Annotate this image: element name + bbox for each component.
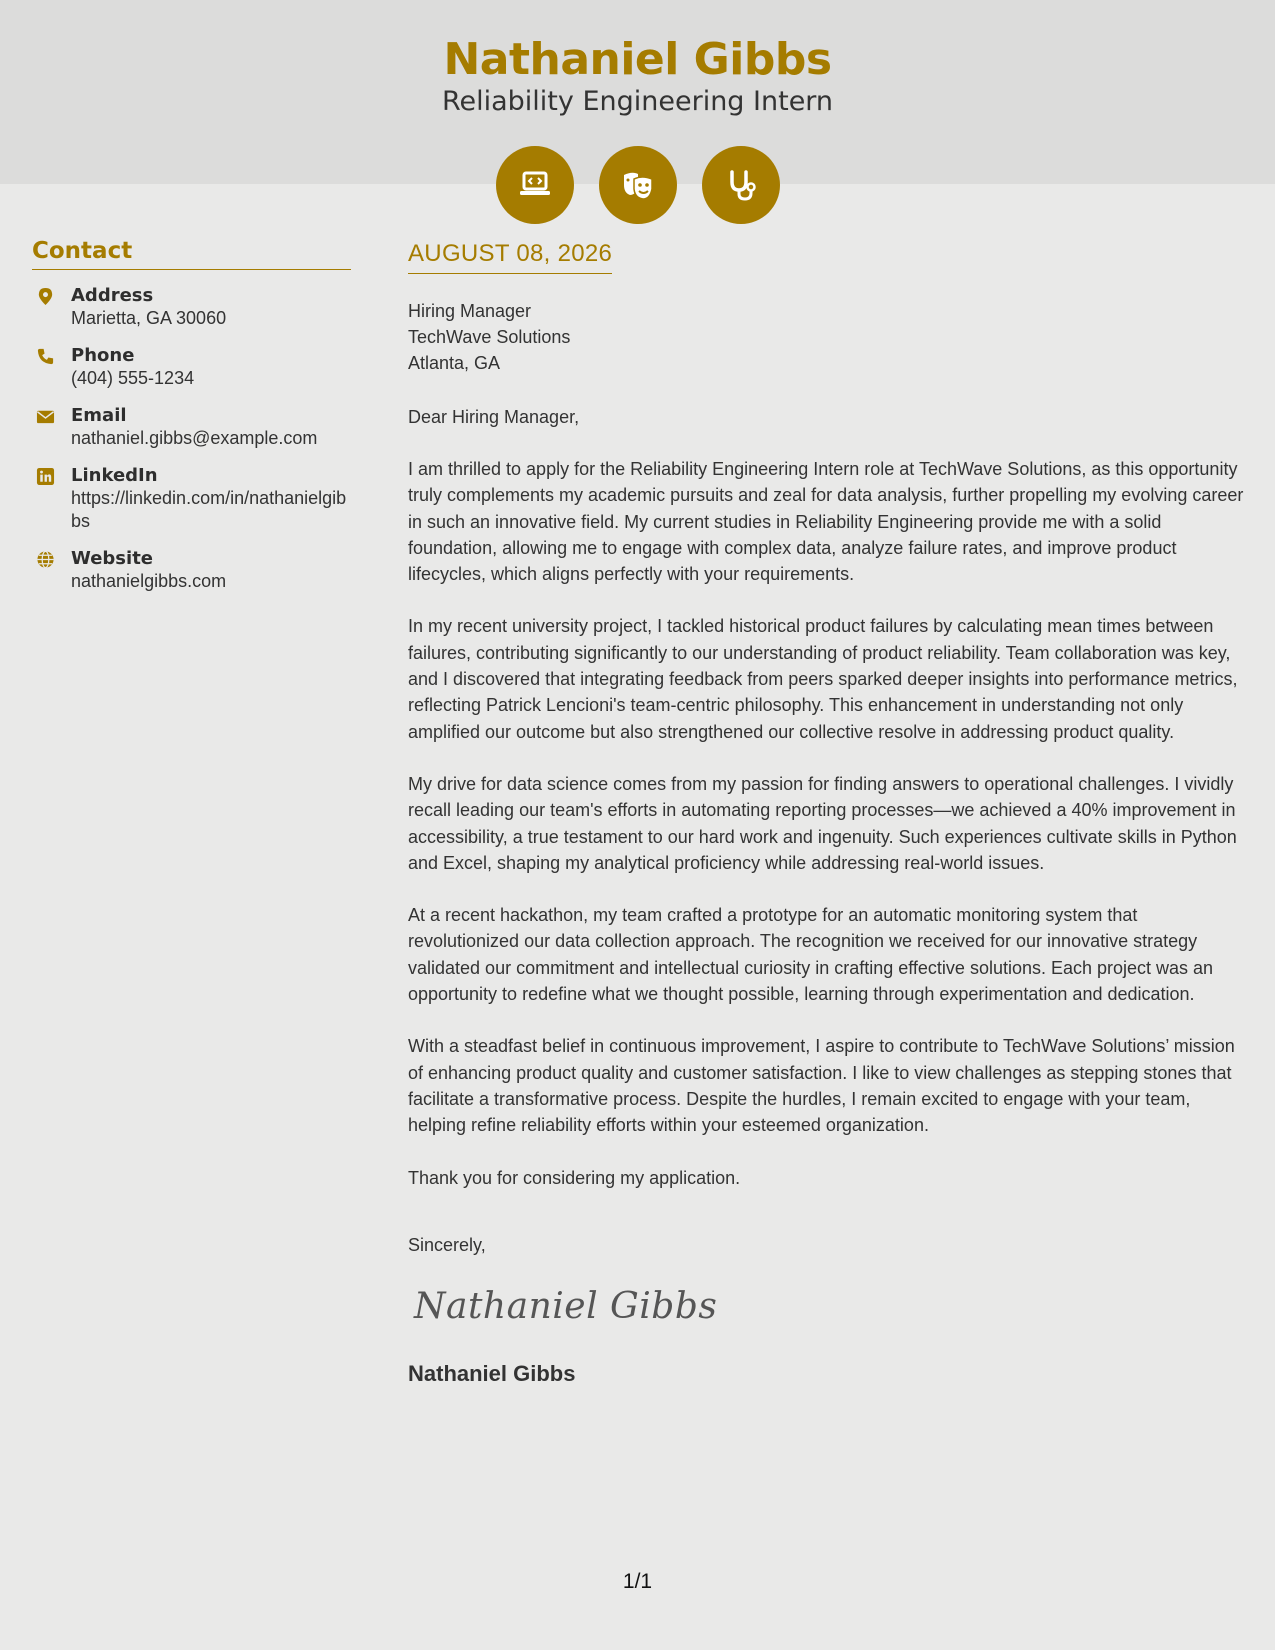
recipient-line: Hiring Manager (408, 301, 532, 321)
paragraph: At a recent hackathon, my team crafted a prototype for an automatic monitoring system that revolutionized our data collection approach. The recognition we received for our innovative strategy validated our commitment and intellectual curiosity in crafting effective solutions. Each project was an opportunity to redefine what we thought possible, learning through experimentation and dedication. (408, 905, 1214, 1005)
contact-list (32, 284, 351, 593)
phone-value: (404) 555-1234 (71, 368, 195, 388)
envelope-icon (36, 407, 55, 426)
paragraph: I am thrilled to apply for the Reliability Engineering Intern role at TechWave Solutions, as this opportunity truly complements my academic pursuits and zeal for data analysis, further propelling my evolving career in such an innovative field. My current studies in Reliability Engineering provide me with a solid foundation, allowing me to engage with complex data, analyze failure rates, and improve product lifecycles, which aligns perfectly with your requirements. (408, 459, 1244, 585)
recipient-block (408, 298, 1250, 376)
closing: Sincerely, (408, 1234, 486, 1255)
page-number: 1/1 (622, 1570, 653, 1593)
paragraph: Thank you for considering my application. (408, 1167, 741, 1188)
linkedin-value: https://linkedin.com/in/nathanielgibbs (71, 488, 347, 531)
address-label: Address (71, 285, 154, 306)
letter-paragraphs (408, 456, 1250, 1191)
contact-heading: Contact (32, 238, 351, 270)
map-marker-icon (36, 287, 55, 306)
signer-name: Nathaniel Gibbs (408, 1360, 576, 1386)
website-label: Website (71, 548, 154, 569)
contact-website (32, 547, 351, 593)
signature: Nathaniel Gibbs (414, 1285, 718, 1327)
contact-email (32, 404, 351, 450)
job-title: Reliability Engineering Intern (441, 86, 834, 117)
greeting: Dear Hiring Manager, (408, 407, 580, 427)
contact-address (32, 284, 351, 330)
email-value: nathaniel.gibbs@example.com (71, 428, 318, 448)
email-label: Email (71, 405, 127, 426)
recipient-line: Atlanta, GA (408, 353, 501, 373)
phone-label: Phone (71, 345, 135, 366)
letter-date: AUGUST 08, 2026 (408, 240, 612, 274)
contact-linkedin (32, 464, 351, 533)
paragraph: With a steadfast belief in continuous improvement, I aspire to contribute to TechWave Solutions’ mission of enhancing product quality and customer satisfaction. I like to view challenges as stepping stones that facilitate a transformative process. Despite the hurdles, I remain excited to engage with your team, helping refine reliability efforts within your esteemed organization. (408, 1036, 1235, 1136)
header-icons (0, 146, 1275, 224)
phone-icon (36, 347, 55, 366)
linkedin-label: LinkedIn (71, 465, 158, 486)
linkedin-icon (36, 467, 55, 486)
contact-sidebar (32, 238, 351, 607)
recipient-line: TechWave Solutions (408, 327, 571, 347)
theater-masks-icon (599, 146, 677, 224)
laptop-code-icon (496, 146, 574, 224)
stethoscope-icon (702, 146, 780, 224)
contact-phone (32, 344, 351, 390)
paragraph: In my recent university project, I tackled historical product failures by calculating mean times between failures, contributing significantly to our understanding of product reliability. Team collaboration was key, and I discovered that integrating feedback from peers sparked deeper insights into performance metrics, reflecting Patrick Lencioni's team-centric philosophy. This enhancement in understanding not only amplified our outcome but also strengthened our collective resolve in addressing product quality. (408, 616, 1238, 742)
website-value: nathanielgibbs.com (71, 571, 227, 591)
letter-body (408, 240, 1250, 1387)
paragraph: My drive for data science comes from my passion for finding answers to operational challenges. I vividly recall leading our team's efforts in automating reporting processes—we achieved a 40% improvement in accessibility, a true testament to our hard work and ingenuity. Such experiences cultivate skills in Python and Excel, shaping my analytical proficiency while addressing real-world issues. (408, 773, 1237, 873)
applicant-name: Nathaniel Gibbs (443, 34, 832, 85)
globe-icon (36, 550, 55, 569)
address-value: Marietta, GA 30060 (71, 308, 227, 328)
